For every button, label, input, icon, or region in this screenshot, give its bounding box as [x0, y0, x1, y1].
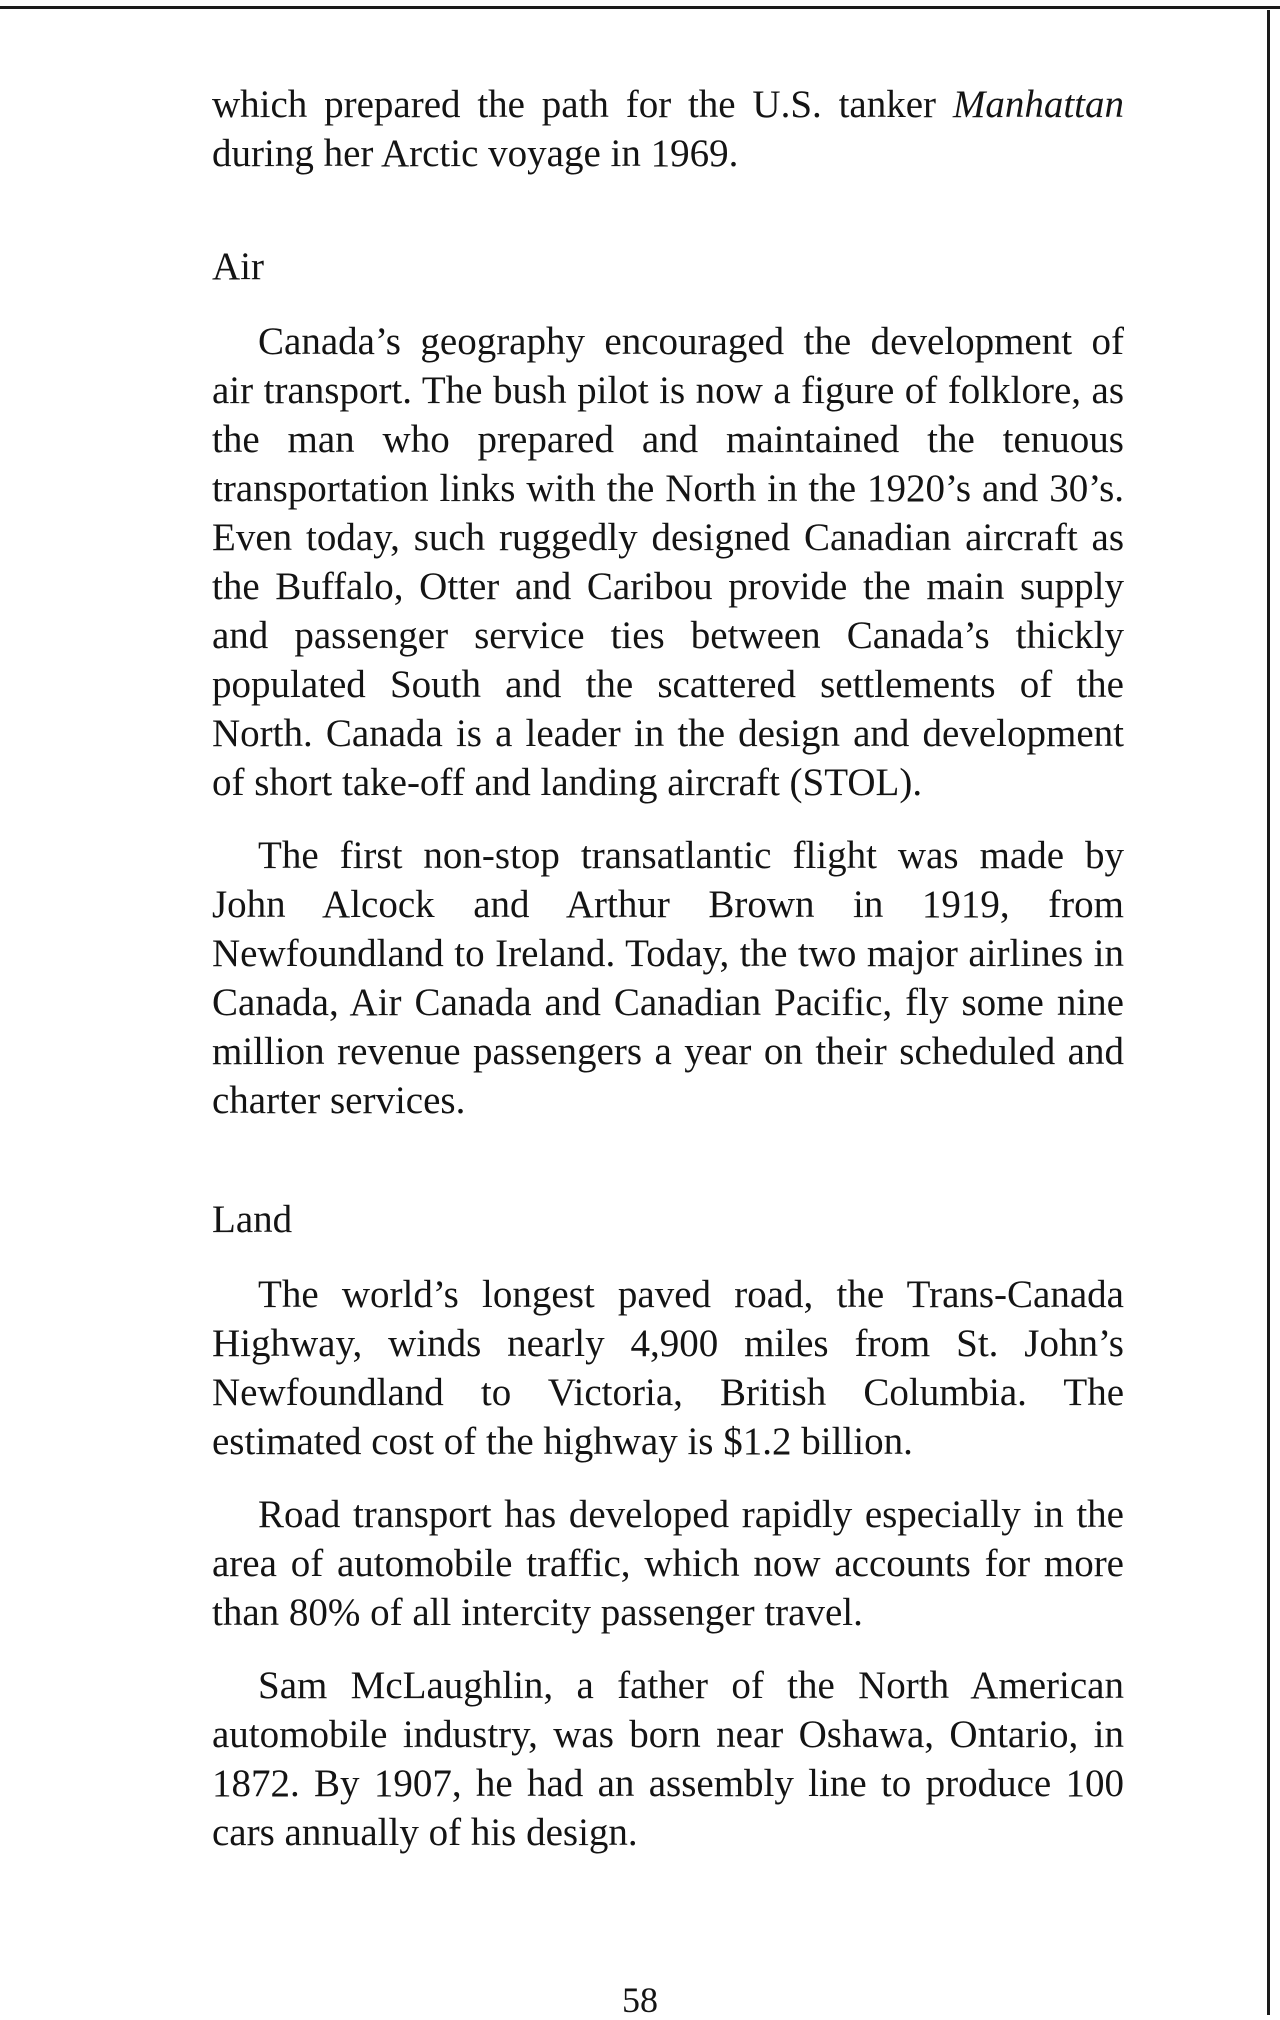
section-heading-land: Land — [212, 1198, 293, 1241]
land-paragraph-2: Road transport has developed rapidly especially in the area of automobile traffic, which now accounts for more than 80% of all intercity passenger travel. — [212, 1493, 1124, 1634]
intro-paragraph — [212, 80, 1124, 178]
air-paragraph-1: Canada’s geography encouraged the development of air transport. The bush pilot is now a figure of folklore, as the man who prepared and maintained the tenuous transportation links with the North in the 1920’s and 30’s. Even today, such ruggedly designed Canadian aircraft as the Buffalo, Otter and Caribou provide the main supply and passenger service ties between Canada’s thickly populated South and the scattered settlements of the North. Canada is a leader in the design and development of short take-off and landing aircraft (STOL). — [212, 320, 1124, 804]
page-body — [212, 80, 1124, 1881]
air-paragraph-2: The first non-stop transatlantic flight was made by John Alcock and Arthur Brown in 1919, from Newfoundland to Ireland. Today, the two major airlines in Canada, Air Canada and Canadian Pacific, fly some nine million revenue passengers a year on their scheduled and charter services. — [212, 834, 1124, 1122]
top-border-line — [0, 6, 1280, 9]
land-paragraph-3: Sam McLaughlin, a father of the North American automobile industry, was born near Oshawa, Ontario, in 1872. By 1907, he had an assembly line to produce 100 cars annually of his design. — [212, 1664, 1124, 1854]
ship-name: Manhattan — [952, 83, 1124, 126]
land-paragraph-1: The world’s longest paved road, the Trans-Canada Highway, winds nearly 4,900 miles from St. John’s Newfoundland to Victoria, British Columbia. The estimated cost of the highway is $1.2 billion. — [212, 1273, 1124, 1463]
page-edge-line — [1267, 10, 1270, 2015]
intro-text-start: which prepared the path for the U.S. tanker — [212, 83, 937, 126]
page-number: 58 — [622, 1980, 658, 2020]
section-heading-air: Air — [212, 245, 264, 288]
intro-text-end: during her Arctic voyage in 1969. — [212, 132, 739, 175]
